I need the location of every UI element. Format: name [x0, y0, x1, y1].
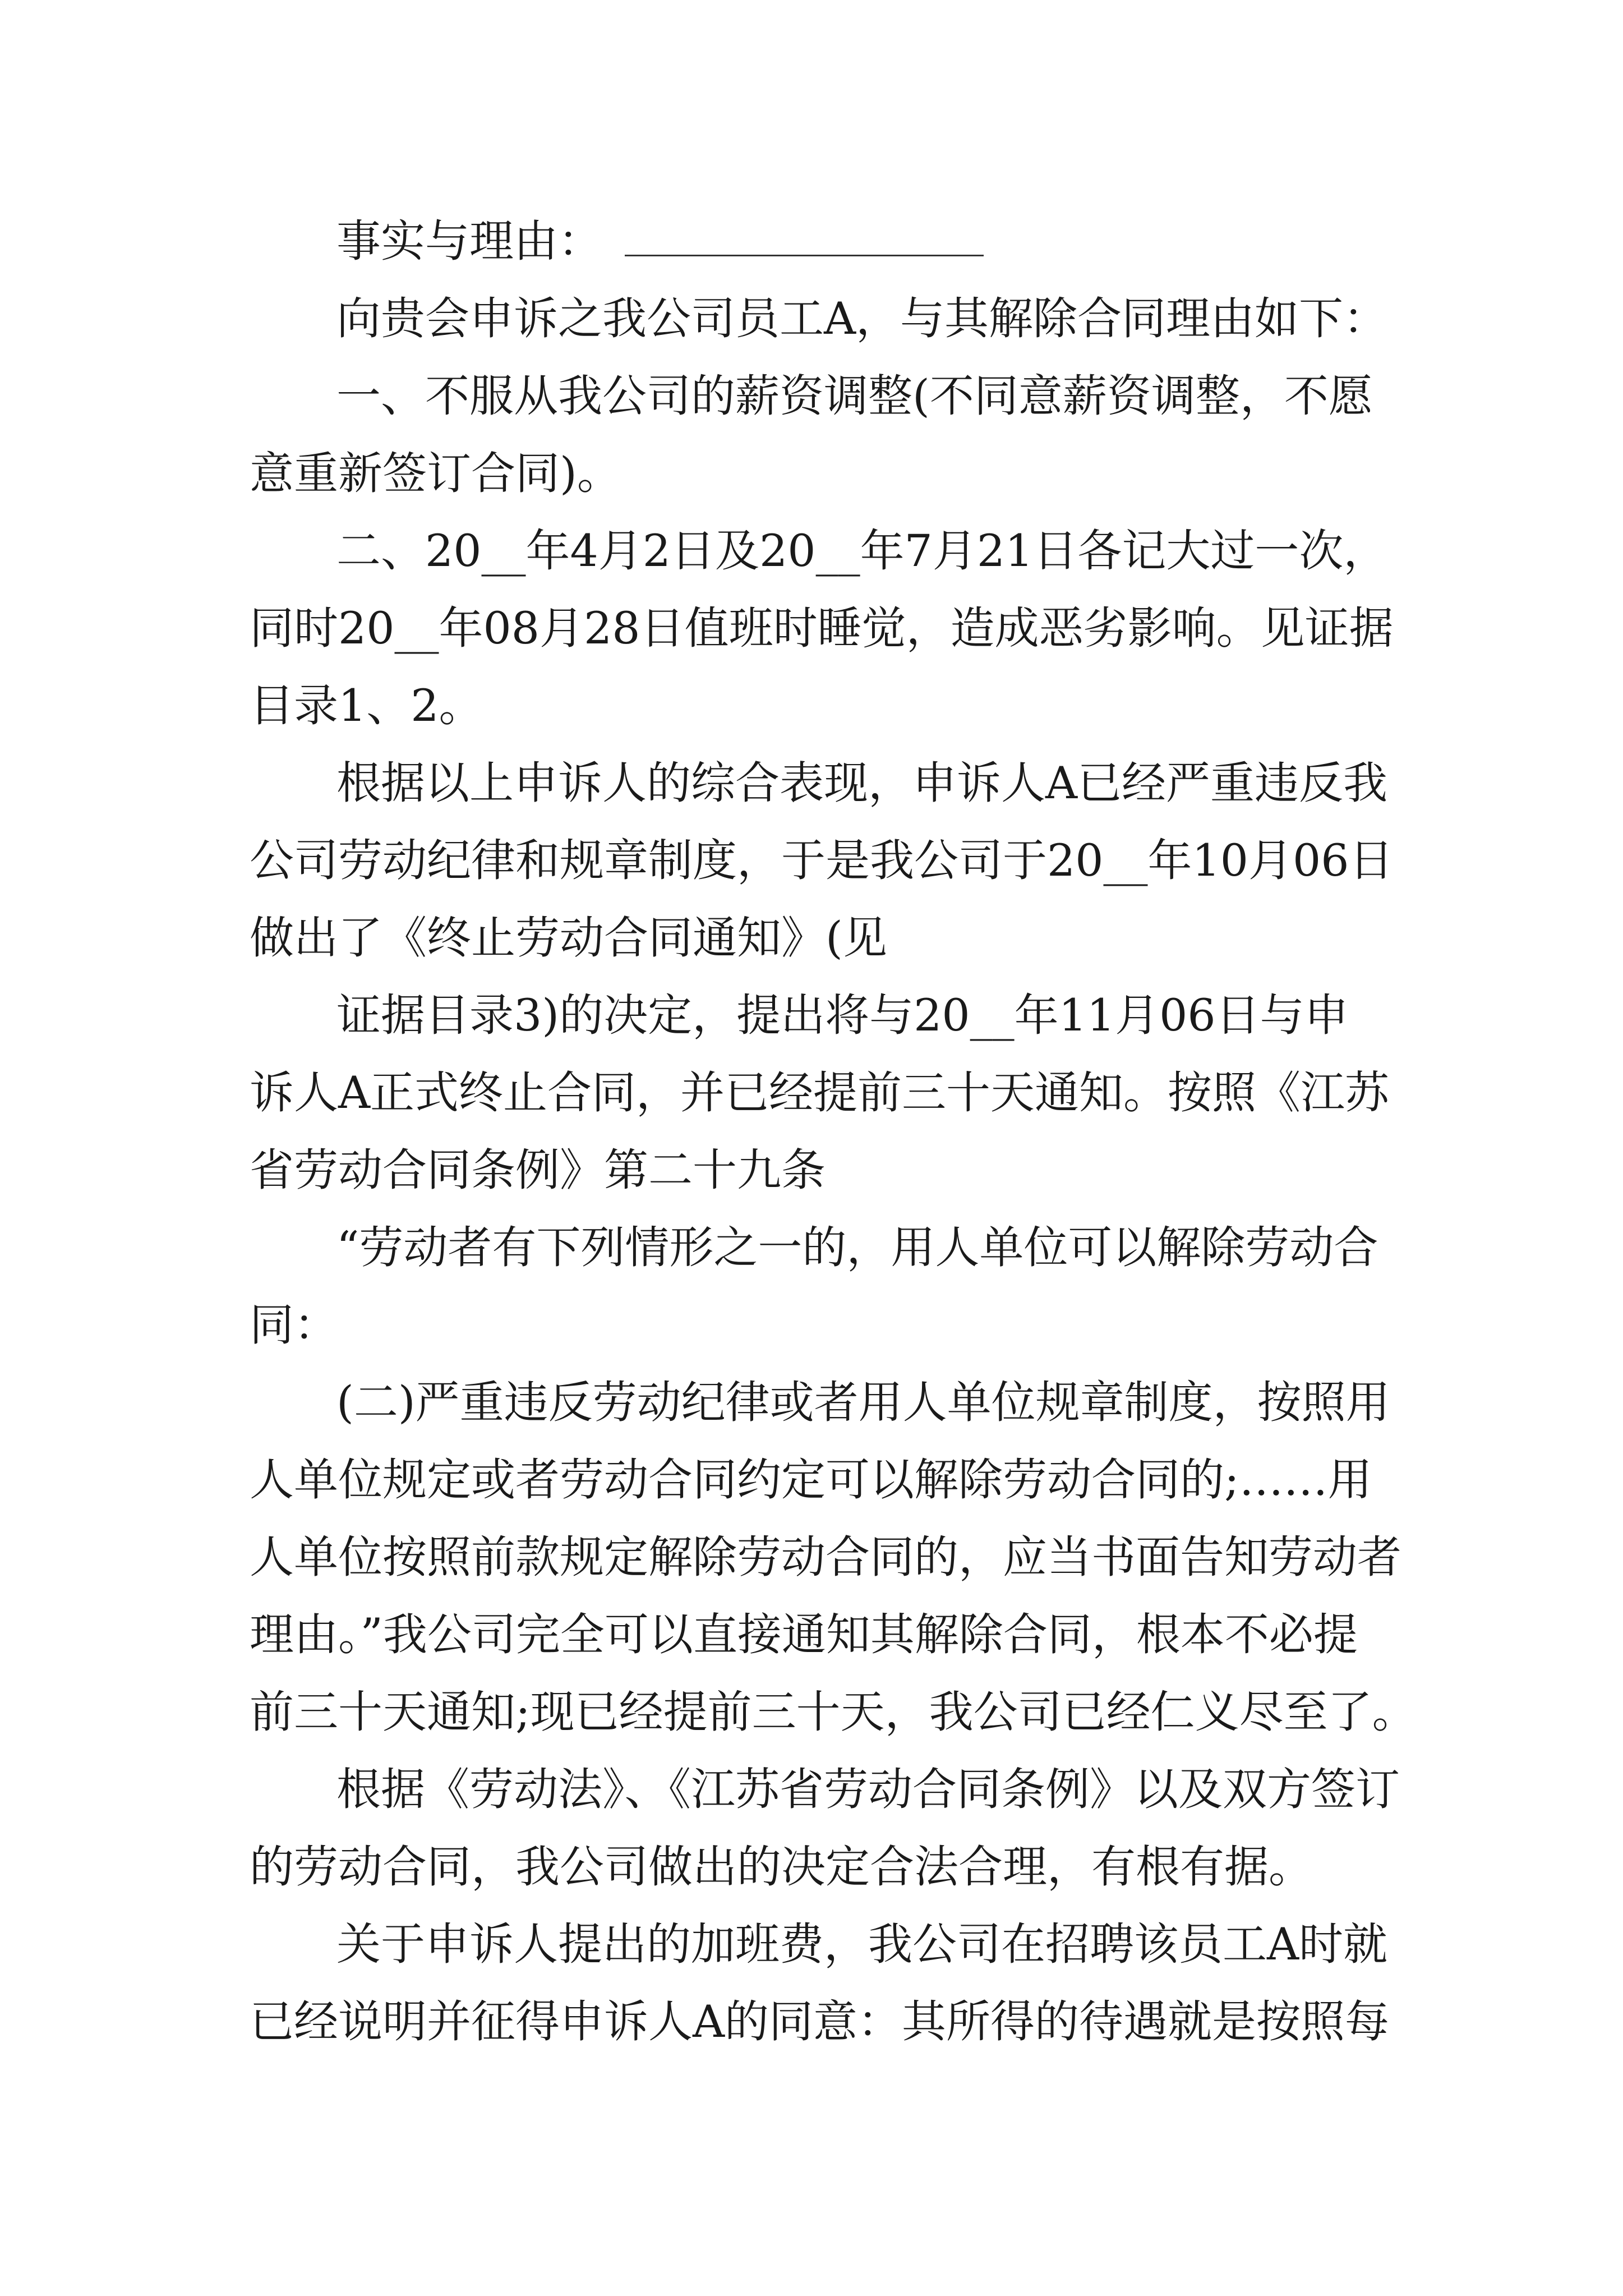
line-12: 诉人A正式终止合同，并已经提前三十天通知。按照《江苏: [250, 1067, 1390, 1119]
line-10: 做出了《终止劳动合同通知》(见: [250, 912, 887, 964]
line-1: [336, 213, 984, 269]
line-13: 省劳动合同条例》第二十九条: [250, 1144, 826, 1196]
line-23: 关于申诉人提出的加班费，我公司在招聘该员工A时就: [336, 1918, 1388, 1970]
line-7: 目录1、2。: [250, 680, 483, 731]
line-5: 二、20__年4月2日及20__年7月21日各记大过一次，: [336, 525, 1388, 577]
line-4: 意重新签订合同)。: [250, 448, 621, 499]
line-19: 理由。”我公司完全可以直接通知其解除合同，根本不必提: [250, 1609, 1358, 1660]
line-3: 一、不服从我公司的薪资调整(不同意薪资调整，不愿: [336, 370, 1373, 422]
line-20: 前三十天通知;现已经提前三十天，我公司已经仁义尽至了。: [250, 1686, 1417, 1738]
fill-in-blank: [625, 252, 984, 256]
line-21: 根据《劳动法》、《江苏省劳动合同条例》以及双方签订: [336, 1764, 1400, 1815]
line-22: 的劳动合同，我公司做出的决定合法合理，有根有据。: [250, 1841, 1313, 1893]
line-16: (二)严重违反劳动纪律或者用人单位规章制度，按照用: [336, 1377, 1390, 1428]
line-11: 证据目录3)的决定，提出将与20__年11月06日与申: [336, 990, 1349, 1041]
line-18: 人单位按照前款规定解除劳动合同的，应当书面告知劳动者: [250, 1531, 1401, 1583]
line-14: “劳动者有下列情形之一的，用人单位可以解除劳动合: [336, 1222, 1378, 1273]
line-17: 人单位规定或者劳动合同约定可以解除劳动合同的;……用: [250, 1454, 1372, 1506]
line-1-text: 事实与理由：: [336, 215, 602, 267]
line-24: 已经说明并征得申诉人A的同意：其所得的待遇就是按照每: [250, 1996, 1390, 2047]
line-15: 同：: [250, 1299, 338, 1351]
line-8: 根据以上申诉人的综合表现，申诉人A已经严重违反我: [336, 757, 1388, 809]
line-2: 向贵会申诉之我公司员工A，与其解除合同理由如下：: [336, 293, 1388, 344]
line-6: 同时20__年08月28日值班时睡觉，造成恶劣影响。见证据: [250, 602, 1394, 654]
line-9: 公司劳动纪律和规章制度，于是我公司于20__年10月06日: [250, 835, 1394, 886]
